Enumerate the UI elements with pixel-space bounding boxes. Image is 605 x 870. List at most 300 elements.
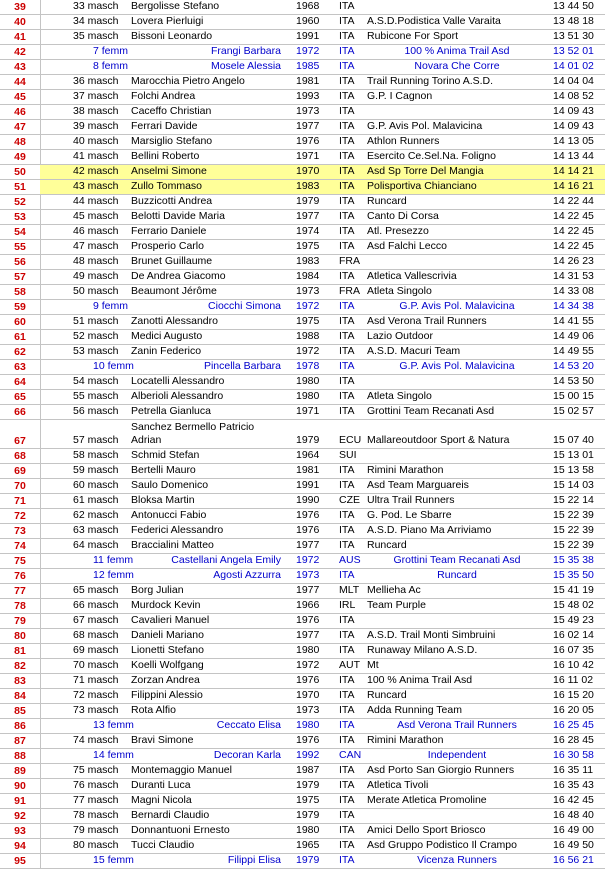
position-cell: 72 [14,510,26,522]
nation-cell: ITA [339,719,355,731]
position-cell: 92 [14,810,26,822]
time-cell: 14 13 44 [553,150,594,162]
position-cell: 61 [14,331,26,343]
position-cell: 39 [14,1,26,13]
name-cell: Bernardi Claudio [131,809,210,821]
nation-cell: IRL [339,599,356,611]
table-row [0,420,605,449]
time-cell: 14 22 44 [553,195,594,207]
time-cell: 16 56 21 [553,854,594,866]
time-cell: 14 33 08 [553,285,594,297]
time-cell: 15 35 38 [553,554,594,566]
year-cell: 1980 [296,719,320,731]
category-cell: 11 femm [93,554,134,566]
position-cell: 41 [14,31,26,43]
category-cell: 35 masch [73,30,119,42]
team-cell: 100 % Anima Trail Asd [367,674,473,686]
position-cell: 60 [14,316,26,328]
team-cell: G.P. Avis Pol. Malavicina [399,360,515,372]
name-cell: Bloksa Martin [131,494,195,506]
table-row [0,225,605,240]
year-cell: 1973 [296,105,320,117]
name-cell: Antonucci Fabio [131,509,207,521]
nation-cell: ITA [339,360,355,372]
year-cell: 1976 [296,734,320,746]
nation-cell: ITA [339,629,355,641]
table-row [0,794,605,809]
team-cell: A.S.D. Trail Monti Simbruini [367,629,496,641]
position-cell: 73 [14,525,26,537]
nation-cell: ITA [339,225,355,237]
nation-cell: ITA [339,539,355,551]
name-cell: Murdock Kevin [131,599,201,611]
nation-cell: ITA [339,794,355,806]
table-row [0,255,605,270]
table-row [0,330,605,345]
team-cell: Runcard [367,539,407,551]
team-cell: Atletica Tivoli [367,779,429,791]
nation-cell: ITA [339,135,355,147]
team-cell: Mallareoutdoor Sport & Natura [367,434,510,446]
team-cell: Runcard [367,689,407,701]
team-cell: Merate Atletica Promoline [367,794,487,806]
name-cell: Prosperio Carlo [131,240,204,252]
year-cell: 1977 [296,539,320,551]
time-cell: 16 49 00 [553,824,594,836]
position-cell: 90 [14,780,26,792]
time-cell: 16 15 20 [553,689,594,701]
table-row [0,45,605,60]
table-row [0,75,605,90]
category-cell: 77 masch [73,794,119,806]
category-cell: 67 masch [73,614,119,626]
name-cell: Anselmi Simone [131,165,207,177]
year-cell: 1965 [296,839,320,851]
table-row [0,599,605,614]
position-cell: 63 [14,361,26,373]
team-cell: Asd Porto San Giorgio Runners [367,764,515,776]
team-cell: Mt [367,659,379,671]
name-cell: Beaumont Jérôme [131,285,217,297]
position-cell: 58 [14,286,26,298]
table-row [0,150,605,165]
position-cell: 62 [14,346,26,358]
team-cell: Atl. Presezzo [367,225,429,237]
team-cell: Grottini Team Recanati Asd [393,554,521,566]
nation-cell: ITA [339,764,355,776]
category-cell: 42 masch [73,165,119,177]
team-cell: A.S.D. Macuri Team [367,345,461,357]
table-row [0,674,605,689]
position-cell: 82 [14,660,26,672]
time-cell: 14 26 23 [553,255,594,267]
table-row [0,494,605,509]
time-cell: 15 00 15 [553,390,594,402]
table-row [0,0,605,15]
time-cell: 15 35 50 [553,569,594,581]
nation-cell: ITA [339,734,355,746]
category-cell: 39 masch [73,120,119,132]
table-row [0,689,605,704]
category-cell: 10 femm [93,360,134,372]
nation-cell: ITA [339,390,355,402]
position-cell: 85 [14,705,26,717]
nation-cell: ITA [339,330,355,342]
year-cell: 1979 [296,809,320,821]
name-cell: Ceccato Elisa [216,719,281,731]
name-cell: Bellini Roberto [131,150,200,162]
time-cell: 14 14 21 [553,165,594,177]
name-cell: Borg Julian [131,584,184,596]
category-cell: 55 masch [73,390,119,402]
table-row [0,479,605,494]
nation-cell: ITA [339,644,355,656]
time-cell: 14 31 53 [553,270,594,282]
position-cell: 44 [14,76,26,88]
year-cell: 1964 [296,449,320,461]
position-cell: 66 [14,406,26,418]
category-cell: 36 masch [73,75,119,87]
table-row [0,300,605,315]
nation-cell: ITA [339,0,355,12]
team-cell: G.P. I Cagnon [367,90,433,102]
nation-cell: ITA [339,75,355,87]
position-cell: 86 [14,720,26,732]
name-cell: Schmid Stefan [131,449,200,461]
nation-cell: ITA [339,375,355,387]
time-cell: 15 49 23 [553,614,594,626]
team-cell: Trail Running Torino A.S.D. [367,75,494,87]
table-row [0,779,605,794]
team-cell: Asd Team Marguareis [367,479,469,491]
position-cell: 55 [14,241,26,253]
position-cell: 42 [14,46,26,58]
year-cell: 1976 [296,524,320,536]
year-cell: 1977 [296,584,320,596]
team-cell: Amici Dello Sport Briosco [367,824,486,836]
nation-cell: ITA [339,120,355,132]
category-cell: 59 masch [73,464,119,476]
team-cell: Rimini Marathon [367,464,444,476]
time-cell: 15 07 40 [553,434,594,446]
position-cell: 56 [14,256,26,268]
position-cell: 79 [14,615,26,627]
category-cell: 8 femm [93,60,129,72]
position-cell: 91 [14,795,26,807]
nation-cell: ITA [339,90,355,102]
name-cell: Lionetti Stefano [131,644,204,656]
year-cell: 1973 [296,704,320,716]
name-cell: Ciocchi Simona [208,300,281,312]
category-cell: 14 femm [93,749,134,761]
nation-cell: ITA [339,195,355,207]
table-row [0,569,605,584]
nation-cell: ITA [339,779,355,791]
year-cell: 1971 [296,405,320,417]
name-cell: Bergolisse Stefano [131,0,220,12]
category-cell: 37 masch [73,90,119,102]
year-cell: 1992 [296,749,320,761]
table-row [0,165,605,180]
year-cell: 1960 [296,15,320,27]
year-cell: 1970 [296,689,320,701]
name-cell: Alberioli Alessandro [131,390,224,402]
name-cell: Saulo Domenico [131,479,209,491]
team-cell: Independent [427,749,487,761]
team-cell: Atleta Singolo [367,285,432,297]
table-row [0,584,605,599]
time-cell: 14 13 05 [553,135,594,147]
nation-cell: ITA [339,614,355,626]
category-cell: 72 masch [73,689,119,701]
position-cell: 53 [14,211,26,223]
time-cell: 16 49 50 [553,839,594,851]
time-cell: 14 08 52 [553,90,594,102]
year-cell: 1979 [296,854,320,866]
category-cell: 54 masch [73,375,119,387]
year-cell: 1980 [296,824,320,836]
year-cell: 1979 [296,195,320,207]
time-cell: 16 35 11 [553,764,594,776]
category-cell: 58 masch [73,449,119,461]
nation-cell: ITA [339,300,355,312]
time-cell: 14 16 21 [553,180,594,192]
category-cell: 47 masch [73,240,119,252]
name-cell: Lovera Pierluigi [131,15,204,27]
nation-cell: ITA [339,479,355,491]
name-cell: Danieli Mariano [131,629,204,641]
name-cell: Mosele Alessia [210,60,281,72]
year-cell: 1977 [296,629,320,641]
category-cell: 38 masch [73,105,119,117]
time-cell: 13 51 30 [553,30,594,42]
table-row [0,390,605,405]
position-cell: 76 [14,570,26,582]
year-cell: 1983 [296,180,320,192]
name-cell: Pincella Barbara [203,360,281,372]
table-row [0,539,605,554]
time-cell: 14 41 55 [553,315,594,327]
nation-cell: SUI [339,449,357,461]
position-cell: 71 [14,495,26,507]
table-row [0,60,605,75]
nation-cell: ITA [339,405,355,417]
position-cell: 93 [14,825,26,837]
name-cell: Medici Augusto [131,330,203,342]
time-cell: 14 22 45 [553,240,594,252]
category-cell: 74 masch [73,734,119,746]
team-cell: Vicenza Runners [417,854,497,866]
name-cell: Braccialini Matteo [131,539,214,551]
nation-cell: AUT [339,659,360,671]
name-cell: Zullo Tommaso [131,180,202,192]
position-cell: 88 [14,750,26,762]
category-cell: 12 femm [93,569,134,581]
name-cell: Belotti Davide Maria [131,210,225,222]
position-cell: 94 [14,840,26,852]
team-cell: Canto Di Corsa [367,210,439,222]
nation-cell: ITA [339,105,355,117]
team-cell: Rubicone For Sport [367,30,459,42]
position-cell: 77 [14,585,26,597]
nation-cell: CZE [339,494,360,506]
category-cell: 7 femm [93,45,129,57]
position-cell: 52 [14,196,26,208]
nation-cell: ITA [339,689,355,701]
year-cell: 1968 [296,0,320,12]
team-cell: G.P. Avis Pol. Malavicina [367,120,483,132]
category-cell: 65 masch [73,584,119,596]
category-cell: 40 masch [73,135,119,147]
year-cell: 1983 [296,255,320,267]
category-cell: 69 masch [73,644,119,656]
category-cell: 33 masch [73,0,119,12]
time-cell: 13 48 18 [553,15,594,27]
category-cell: 75 masch [73,764,119,776]
time-cell: 16 07 35 [553,644,594,656]
name-cell: Marsiglio Stefano [131,135,213,147]
year-cell: 1990 [296,494,320,506]
position-cell: 74 [14,540,26,552]
table-row [0,734,605,749]
nation-cell: FRA [339,285,360,297]
category-cell: 63 masch [73,524,119,536]
table-row [0,764,605,779]
team-cell: 100 % Anima Trail Asd [404,45,510,57]
time-cell: 16 48 40 [553,809,594,821]
team-cell: Lazio Outdoor [367,330,433,342]
table-row [0,614,605,629]
time-cell: 15 14 03 [553,479,594,491]
name-cell: Zorzan Andrea [131,674,200,686]
nation-cell: ITA [339,180,355,192]
team-cell: Mellieha Ac [367,584,421,596]
name-cell: Filippi Elisa [227,854,281,866]
position-cell: 68 [14,450,26,462]
time-cell: 14 49 55 [553,345,594,357]
table-row [0,180,605,195]
name-cell: Locatelli Alessandro [131,375,225,387]
name-cell [131,421,281,447]
nation-cell: ECU [339,434,362,446]
name-cell: Frangi Barbara [210,45,281,57]
name-cell: Donnantuoni Ernesto [131,824,230,836]
time-cell: 16 35 43 [553,779,594,791]
year-cell: 1972 [296,300,320,312]
name-cell: Castellani Angela Emily [171,554,281,566]
team-cell: Asd Gruppo Podistico Il Crampo [367,839,517,851]
time-cell: 14 49 06 [553,330,594,342]
nation-cell: ITA [339,270,355,282]
table-row [0,345,605,360]
position-cell: 81 [14,645,26,657]
nation-cell: AUS [339,554,361,566]
time-cell: 13 52 01 [553,45,594,57]
position-cell: 69 [14,465,26,477]
year-cell: 1977 [296,120,320,132]
table-row [0,90,605,105]
year-cell: 1975 [296,240,320,252]
position-cell: 65 [14,391,26,403]
category-cell: 51 masch [73,315,119,327]
category-cell: 56 masch [73,405,119,417]
table-row [0,135,605,150]
position-cell: 78 [14,600,26,612]
category-cell: 34 masch [73,15,119,27]
category-cell: 50 masch [73,285,119,297]
team-cell: Rimini Marathon [367,734,444,746]
time-cell: 16 42 45 [553,794,594,806]
table-row [0,285,605,300]
team-cell: Team Purple [367,599,426,611]
name-cell: Bravi Simone [131,734,194,746]
category-cell: 9 femm [93,300,129,312]
year-cell: 1975 [296,794,320,806]
team-cell: Atletica Vallescrivia [367,270,457,282]
team-cell: Athlon Runners [367,135,440,147]
team-cell: Runcard [367,195,407,207]
table-row [0,315,605,330]
time-cell: 14 09 43 [553,105,594,117]
time-cell: 14 22 45 [553,225,594,237]
position-cell: 84 [14,690,26,702]
position-cell: 87 [14,735,26,747]
team-cell: Novara Che Corre [414,60,500,72]
team-cell: Runcard [437,569,477,581]
category-cell: 78 masch [73,809,119,821]
year-cell: 1979 [296,434,320,446]
time-cell: 16 02 14 [553,629,594,641]
year-cell: 1966 [296,599,320,611]
team-cell: Asd Falchi Lecco [367,240,447,252]
category-cell: 43 masch [73,180,119,192]
category-cell: 48 masch [73,255,119,267]
year-cell: 1979 [296,779,320,791]
position-cell: 43 [14,61,26,73]
name-cell: Marocchia Pietro Angelo [131,75,245,87]
position-cell: 95 [14,855,26,867]
name-cell: Cavalieri Manuel [131,614,210,626]
position-cell: 75 [14,555,26,567]
nation-cell: ITA [339,569,355,581]
category-cell: 73 masch [73,704,119,716]
category-cell: 64 masch [73,539,119,551]
name-line: Adrian [131,434,162,446]
category-cell: 57 masch [73,434,119,446]
nation-cell: ITA [339,210,355,222]
time-cell: 15 02 57 [553,405,594,417]
year-cell: 1973 [296,285,320,297]
time-cell: 14 34 38 [553,300,594,312]
table-row [0,240,605,255]
category-cell: 70 masch [73,659,119,671]
table-row [0,554,605,569]
category-cell: 15 femm [93,854,134,866]
nation-cell: ITA [339,45,355,57]
name-cell: Caceffo Christian [131,105,212,117]
table-row [0,405,605,420]
table-row [0,105,605,120]
time-cell: 16 25 45 [553,719,594,731]
table-row [0,360,605,375]
year-cell: 1980 [296,375,320,387]
nation-cell: CAN [339,749,362,761]
time-cell: 14 01 02 [553,60,594,72]
position-cell: 57 [14,271,26,283]
nation-cell: ITA [339,464,355,476]
time-cell: 15 22 39 [553,524,594,536]
name-cell: Koelli Wolfgang [131,659,204,671]
